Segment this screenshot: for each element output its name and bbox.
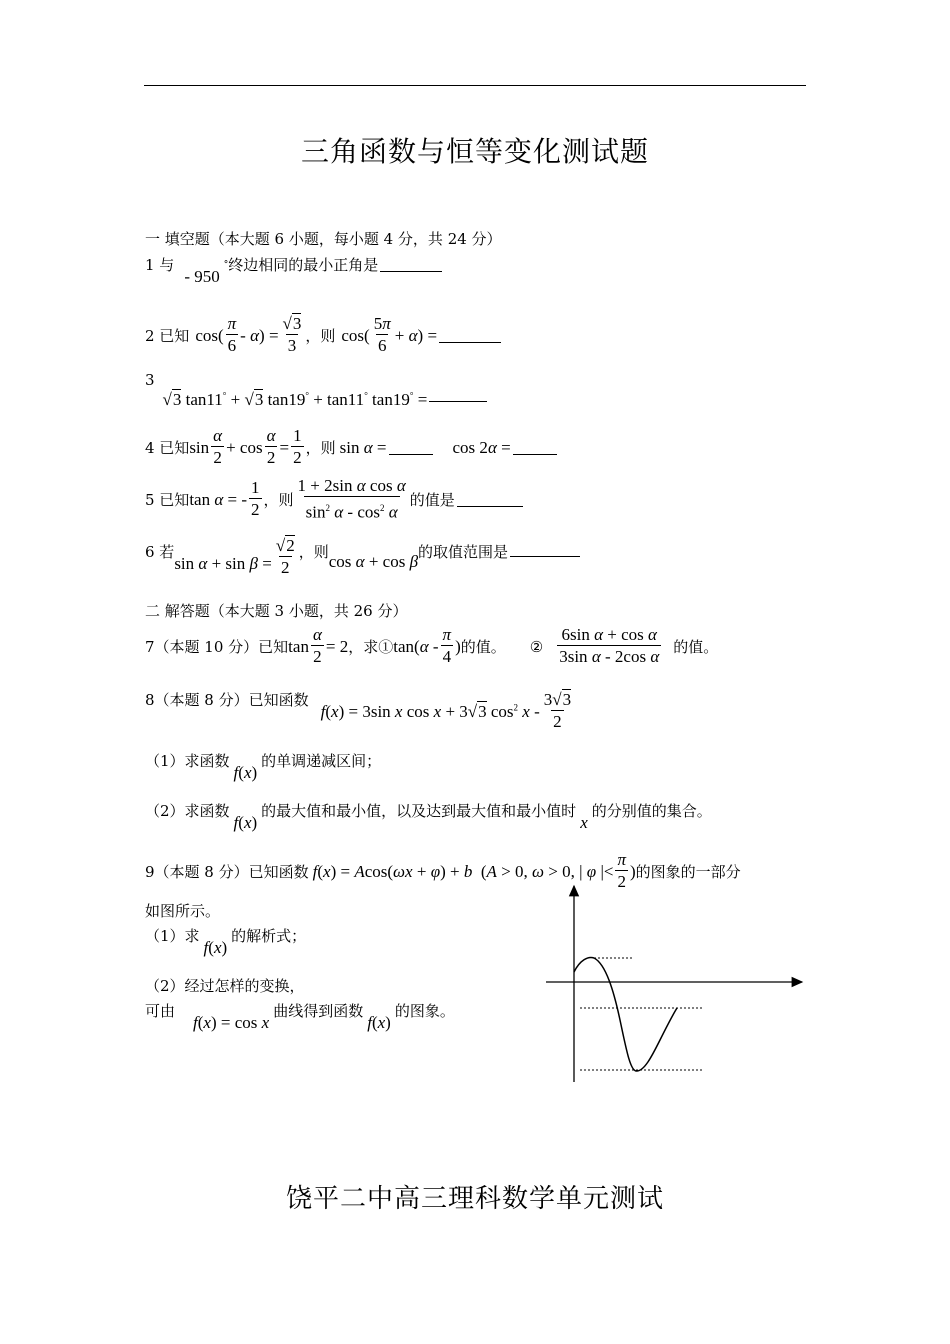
q2-number: 2 已知 (145, 327, 190, 345)
q9-part3c: 的图象。 (394, 1002, 455, 1020)
q4-comma: ，则 (305, 439, 336, 457)
question-8: 8（本题 8 分）已知函数 f(x) = 3sin x cos x + 3√3 $\cos^2 x$ - $\frac{3√3}{2}$ (145, 690, 572, 731)
q6-tail: 的取值范围是 (418, 543, 509, 561)
q1-number: 1 与 (145, 256, 175, 274)
q6-number: 6 若 (145, 543, 175, 561)
q8-part2-var: x (580, 812, 588, 832)
q8-part1-tail: 的单调递减区间； (261, 752, 382, 770)
q3-answer-blank[interactable] (429, 387, 487, 402)
section1-heading: 一 填空题（本大题 6 小题，每小题 4 分，共 24 分） (145, 230, 502, 248)
q7-tail1: 的值。 (460, 638, 506, 656)
question-9: 9（本题 8 分）已知函数 f(x) = Acos(ωx + φ) + b (A > 0, ω > 0, | φ |< $\frac{\pi}{2}$ ) 的图象的一部分 (145, 850, 741, 891)
q6-answer-blank[interactable] (510, 542, 580, 557)
section2-heading: 二 解答题（本大题 3 小题，共 26 分） (145, 602, 408, 620)
q3-number: 3 (145, 371, 155, 389)
q4-answer-blank-2[interactable] (513, 440, 557, 455)
q9-tail: 的图象的一部分 (635, 863, 741, 881)
q9-part3b: 曲线得到函数 (273, 1002, 364, 1020)
q4-number: 4 已知 (145, 439, 190, 457)
q7-number: 7（本题 10 分）已知 (145, 638, 289, 656)
question-9-part-3: 可由 f(x) = cos x 曲线得到函数 f(x) 的图象。 (145, 1002, 455, 1032)
q9-part1-tail: 的解析式； (231, 927, 307, 945)
question-6: 6 若 sin α + sin β = $\frac{√2}{2}$ ，则 cos α + cos β 的取值范围是 (145, 536, 580, 579)
q9-part3a: 可由 (145, 1002, 176, 1020)
question-5: 5 已知 tan α = - $\frac{1}{2}$ ，则 $\frac{\text{1 + 2sin α cos α}}{\sin^2 \alpha - \cos^2 \alpha}$ 的值是 (145, 476, 523, 524)
function-graph (540, 880, 810, 1090)
q2-answer-blank[interactable] (439, 328, 501, 343)
q7-tail2: 的值。 (673, 638, 719, 656)
q1-answer-blank[interactable] (380, 257, 442, 272)
question-9-part-1: （1）求 f(x) 的解析式； (145, 927, 307, 957)
q8-number: 8（本题 8 分）已知函数 (145, 691, 309, 709)
q8-part2: （2）求函数 (145, 802, 230, 820)
q9-part1: （1）求 (145, 927, 200, 945)
q5-tail: 的值是 (409, 491, 455, 510)
q5-answer-blank[interactable] (457, 492, 523, 507)
page-title: 三角函数与恒等变化测试题 (300, 135, 649, 168)
q7-mid: ，求① (348, 638, 394, 656)
question-7: 7（本题 10 分）已知 tan $\frac{\alpha}{2}$ = 2 ，求① tan(α - $\frac{\pi}{4}$ ) 的值。 ② $\frac{\text{6sin α + cos α}}{\text{3sin α - 2cos α}}$ 的值。 (145, 625, 719, 666)
q2-comma: ，则 (305, 327, 336, 345)
question-8-part-2: （2）求函数 f(x) 的最大值和最小值，以及达到最大值和最小值时 x 的分别值的集合。 (145, 802, 712, 832)
q4-answer-blank-1[interactable] (389, 440, 433, 455)
question-9-line-2: 如图所示。 (145, 902, 221, 920)
q5-number: 5 已知 (145, 491, 190, 510)
q8-part2-end: 的分别值的集合。 (591, 802, 712, 820)
question-4: 4 已知 sin $\frac{\alpha}{2}$ + cos $\frac{\alpha}{2}$ = $\frac{1}{2}$ ，则 sin α = cos 2α = (145, 426, 557, 469)
header-rule (144, 85, 806, 86)
question-3: 3 √3 tan11° + √3 tan19° + tan11° tan19° = (145, 378, 487, 398)
q6-comma: ，则 (298, 543, 329, 561)
footer-title: 饶平二中高三理科数学单元测试 (285, 1184, 664, 1214)
q8-part2-tail: 的最大值和最小值，以及达到最大值和最小值时 (261, 802, 577, 820)
q1-angle: - 950 (184, 266, 220, 286)
q5-comma: ，则 (263, 491, 294, 510)
question-9-part-2: （2）经过怎样的变换， (145, 977, 305, 995)
question-2: 2 已知 cos( $\frac{\pi}{6}$ - α) = $\frac{√3}{3}$ ，则 cos( $\frac{5\pi}{6}$ + α) = (145, 314, 501, 357)
question-1: 1 与 - 950 ° 终边相同的最小正角是 (145, 254, 442, 275)
q7-circ2: ② (529, 637, 544, 656)
question-8-part-1: （1）求函数 f(x) 的单调递减区间； (145, 752, 382, 782)
q8-part1: （1）求函数 (145, 752, 230, 770)
cosine-curve (574, 958, 677, 1072)
q9-number: 9（本题 8 分）已知函数 (145, 863, 309, 881)
q1-text: 终边相同的最小正角是 (228, 256, 379, 274)
